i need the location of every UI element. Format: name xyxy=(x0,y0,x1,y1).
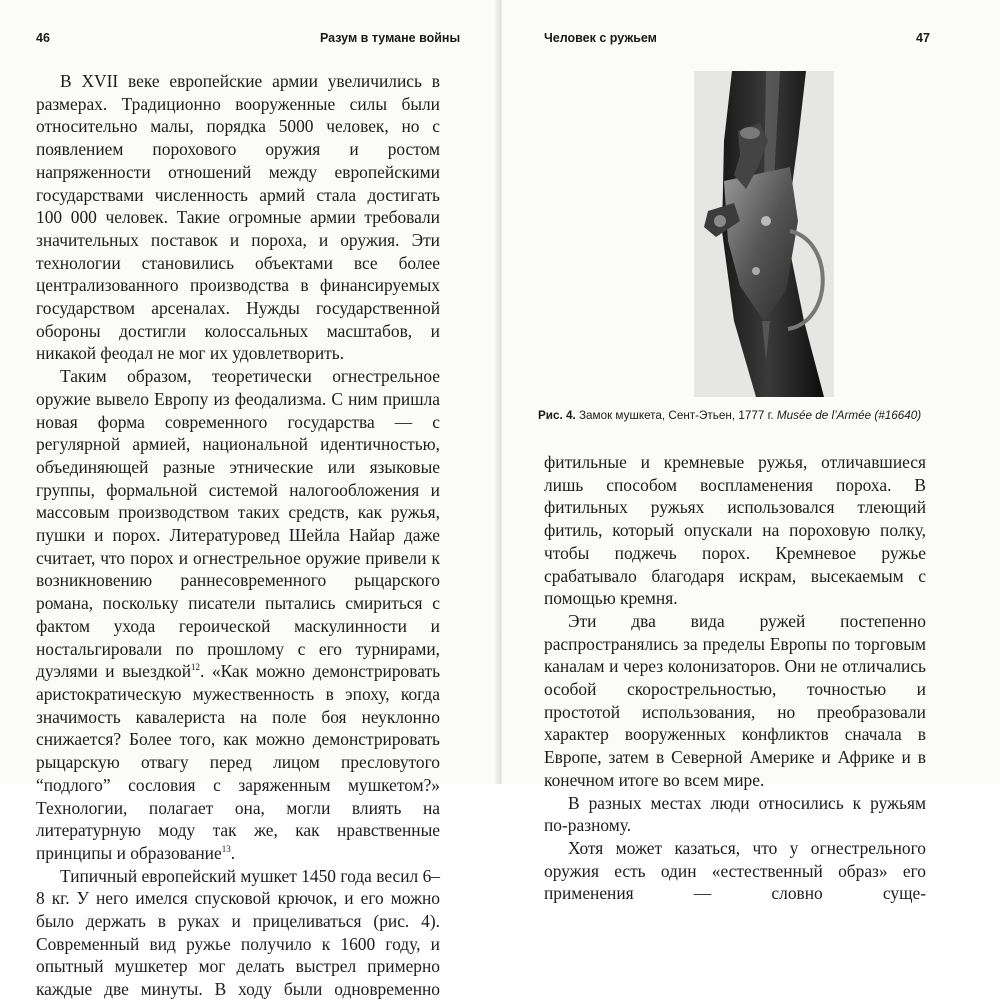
body-text xyxy=(36,70,440,1001)
caption-text: Замок мушкета, Сент-Этьен, 1777 г. xyxy=(575,409,777,422)
page-number: 47 xyxy=(916,31,930,45)
paragraph-text: . «Как можно демонстрировать аристократическую мужественность в эпоху, когда значимость кавалериста на поле боя неуклонно снижается? Более того, как можно демонстрировать рыцарскую отвагу перед лицом пресловутого “подлого” сословия с заряженным мушкетом?» Технологии, полагает она, могли влиять на литературную моду так же, как нравственные принципы и образование xyxy=(36,661,440,863)
left-page xyxy=(0,0,498,1000)
figure-caption xyxy=(538,409,988,422)
right-page xyxy=(502,0,1000,904)
paragraph: В XVII веке европейские армии увеличились в размерах. Традиционно вооруженные силы были относительно малы, порядка 5000 человек, но с появлением порохового оружия и ростом напряженности отношений между европейскими государствами численность армий стала достигать 100 000 человек. Такие огромные армии требовали значительных поставок и пороха, и оружия. Эти технологии становились объектами все более централизованного производства в финансируемых государством арсеналах. Нужды государственной обороны достигли колоссальных масштабов, и никакой феодал не мог их удовлетворить. xyxy=(36,71,440,364)
paragraph-text: Таким образом, теоретически огнестрельное оружие вывело Европу из феодализма. С ним пришла новая форма современного государства — с регулярной армией, национальной идентичностью, объединяющей разные этнические или языковые группы, формальной системой налогообложения и массовым производством таких средств, как ружья, пушки и порох. Литературовед Шейла Найар даже считает, что порох и огнестрельное оружие привели к возникновению раннесовременного рыцарского романа, поскольку писатели пытались смириться с фактом ухода героической маскулинности и ностальгировали по прошлому с его турнирами, дуэлями и выездкой xyxy=(36,366,440,682)
page-number: 46 xyxy=(36,31,50,45)
footnote-marker: 13 xyxy=(221,843,231,854)
paragraph: фитильные и кремневые ружья, отличавшиеся лишь способом воспламенения пороха. В фитильных ружьях использовался тлеющий фитиль, который опускали на пороховую полку, чтобы поджечь порох. Кремневое ружье срабатывало благодаря искрам, высекаемым с помощью кремня. xyxy=(544,452,926,609)
musket-lock-image xyxy=(694,71,834,397)
paragraph: Типичный европейский мушкет 1450 года весил 6–8 кг. У него имелся спусковой крючок, и его можно было держать в руках и прицеливаться (рис. 4). Современный вид ружье получило к 1600 году, и опытный мушкетер мог делать выстрел примерно каждые две минуты. В ходу были одновременно xyxy=(36,865,440,1000)
paragraph xyxy=(36,365,440,864)
paragraph: Эти два вида ружей постепенно распространялись за пределы Европы по торговым каналам и через колонизаторов. Они не отличались особой скорострельностью, точностью и простотой использования, но преобразовали характер вооруженных конфликтов сначала в Европе, затем в Северной Америке и Африке и в конечном итоге во всем мире. xyxy=(544,610,926,790)
paragraph-text: . xyxy=(230,842,236,863)
running-title: Разум в тумане войны xyxy=(320,31,461,45)
musket-lock-photo xyxy=(694,71,834,397)
footnote-marker: 12 xyxy=(191,662,201,673)
running-title: Человек с ружьем xyxy=(544,31,657,45)
paragraph: В разных местах люди относились к ружьям по-разному. xyxy=(544,792,926,836)
paragraph: Хотя может казаться, что у огнестрельного оружия есть один «естественный образ» его применения — словно суще- xyxy=(544,837,926,904)
caption-source: Musée de l’Armée (#16640) xyxy=(776,409,922,422)
figure-label: Рис. 4. xyxy=(538,409,576,422)
body-text xyxy=(544,451,926,905)
